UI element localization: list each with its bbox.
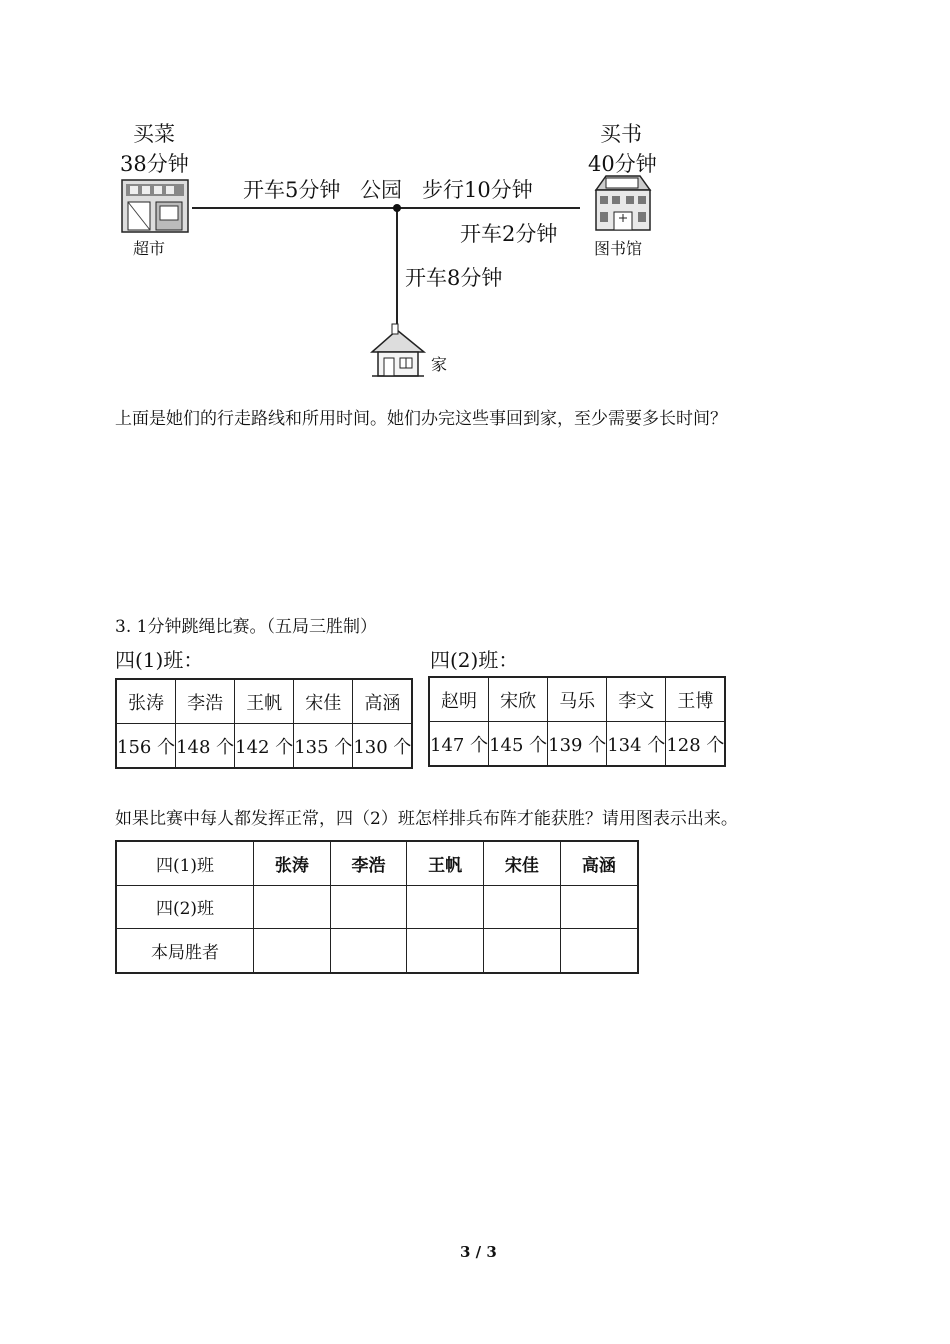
table-row <box>116 929 638 973</box>
table-cell: 宋佳 <box>294 679 353 724</box>
class1-label: 四(1)班： <box>115 648 204 672</box>
answer-cell[interactable] <box>560 929 638 973</box>
answer-cell[interactable] <box>330 885 407 928</box>
table-row <box>429 677 725 722</box>
edge-supermarket-park: 开车5分钟 <box>243 178 341 202</box>
answer-cell[interactable] <box>254 885 331 928</box>
table-row <box>116 841 638 885</box>
library-icon <box>596 176 650 230</box>
question2-text: 上面是她们的行走路线和所用时间。她们办完这些事回到家，至少需要多长时间？ <box>115 409 727 429</box>
arrangement-table <box>115 840 639 974</box>
supermarket-time: 38分钟 <box>120 152 189 176</box>
table-cell: 145 个 <box>489 722 548 767</box>
table-cell: 134 个 <box>607 722 666 767</box>
question3-title: 3. 1分钟跳绳比赛。（五局三胜制） <box>115 617 377 637</box>
home-icon <box>372 324 424 376</box>
row-header: 四(2)班 <box>116 885 254 928</box>
answer-cell[interactable] <box>560 885 638 928</box>
table-cell: 王帆 <box>235 679 294 724</box>
table-cell: 139 个 <box>548 722 607 767</box>
table-cell: 宋佳 <box>484 841 561 885</box>
class1-score-table <box>115 678 413 769</box>
supermarket-caption: 超市 <box>133 239 166 258</box>
table-cell: 张涛 <box>254 841 331 885</box>
table-cell: 王帆 <box>407 841 484 885</box>
table-cell: 马乐 <box>548 677 607 722</box>
class2-score-table <box>428 676 726 767</box>
library-caption: 图书馆 <box>594 239 643 258</box>
answer-cell[interactable] <box>484 929 561 973</box>
answer-cell[interactable] <box>254 929 331 973</box>
class2-label: 四(2)班： <box>430 648 519 672</box>
edge-park-home: 开车8分钟 <box>405 266 503 290</box>
answer-cell[interactable] <box>330 929 407 973</box>
answer-cell[interactable] <box>407 885 484 928</box>
library-task: 买书 <box>600 122 642 146</box>
home-label: 家 <box>431 355 448 374</box>
answer-cell[interactable] <box>484 885 561 928</box>
table-cell: 李浩 <box>330 841 407 885</box>
library-time: 40分钟 <box>588 152 657 176</box>
answer-cell[interactable] <box>407 929 484 973</box>
table-cell: 张涛 <box>116 679 176 724</box>
table-cell: 李文 <box>607 677 666 722</box>
table-cell: 147 个 <box>429 722 489 767</box>
table-cell: 142 个 <box>235 724 294 769</box>
table-row <box>116 724 412 769</box>
table-cell: 156 个 <box>116 724 176 769</box>
table-cell: 135 个 <box>294 724 353 769</box>
table-cell: 148 个 <box>176 724 235 769</box>
table-cell: 王博 <box>666 677 726 722</box>
table-row <box>116 679 412 724</box>
table-row <box>116 885 638 928</box>
edge-park-library-drive: 开车2分钟 <box>460 222 558 246</box>
table-row <box>429 722 725 767</box>
table-cell: 高涵 <box>353 679 413 724</box>
table-cell: 130 个 <box>353 724 413 769</box>
park-junction-dot <box>393 204 401 212</box>
question3-prompt: 如果比赛中每人都发挥正常，四（2）班怎样排兵布阵才能获胜？请用图表示出来。 <box>115 809 738 829</box>
row-header: 本局胜者 <box>116 929 254 973</box>
row-header: 四(1)班 <box>116 841 254 885</box>
supermarket-icon <box>122 180 188 232</box>
table-cell: 赵明 <box>429 677 489 722</box>
page-number: 3 / 3 <box>460 1243 497 1261</box>
table-cell: 宋欣 <box>489 677 548 722</box>
park-label: 公园 <box>360 178 402 202</box>
table-cell: 128 个 <box>666 722 726 767</box>
table-cell: 高涵 <box>560 841 638 885</box>
supermarket-task: 买菜 <box>133 122 175 146</box>
table-cell: 李浩 <box>176 679 235 724</box>
edge-park-library-walk: 步行10分钟 <box>422 178 533 202</box>
